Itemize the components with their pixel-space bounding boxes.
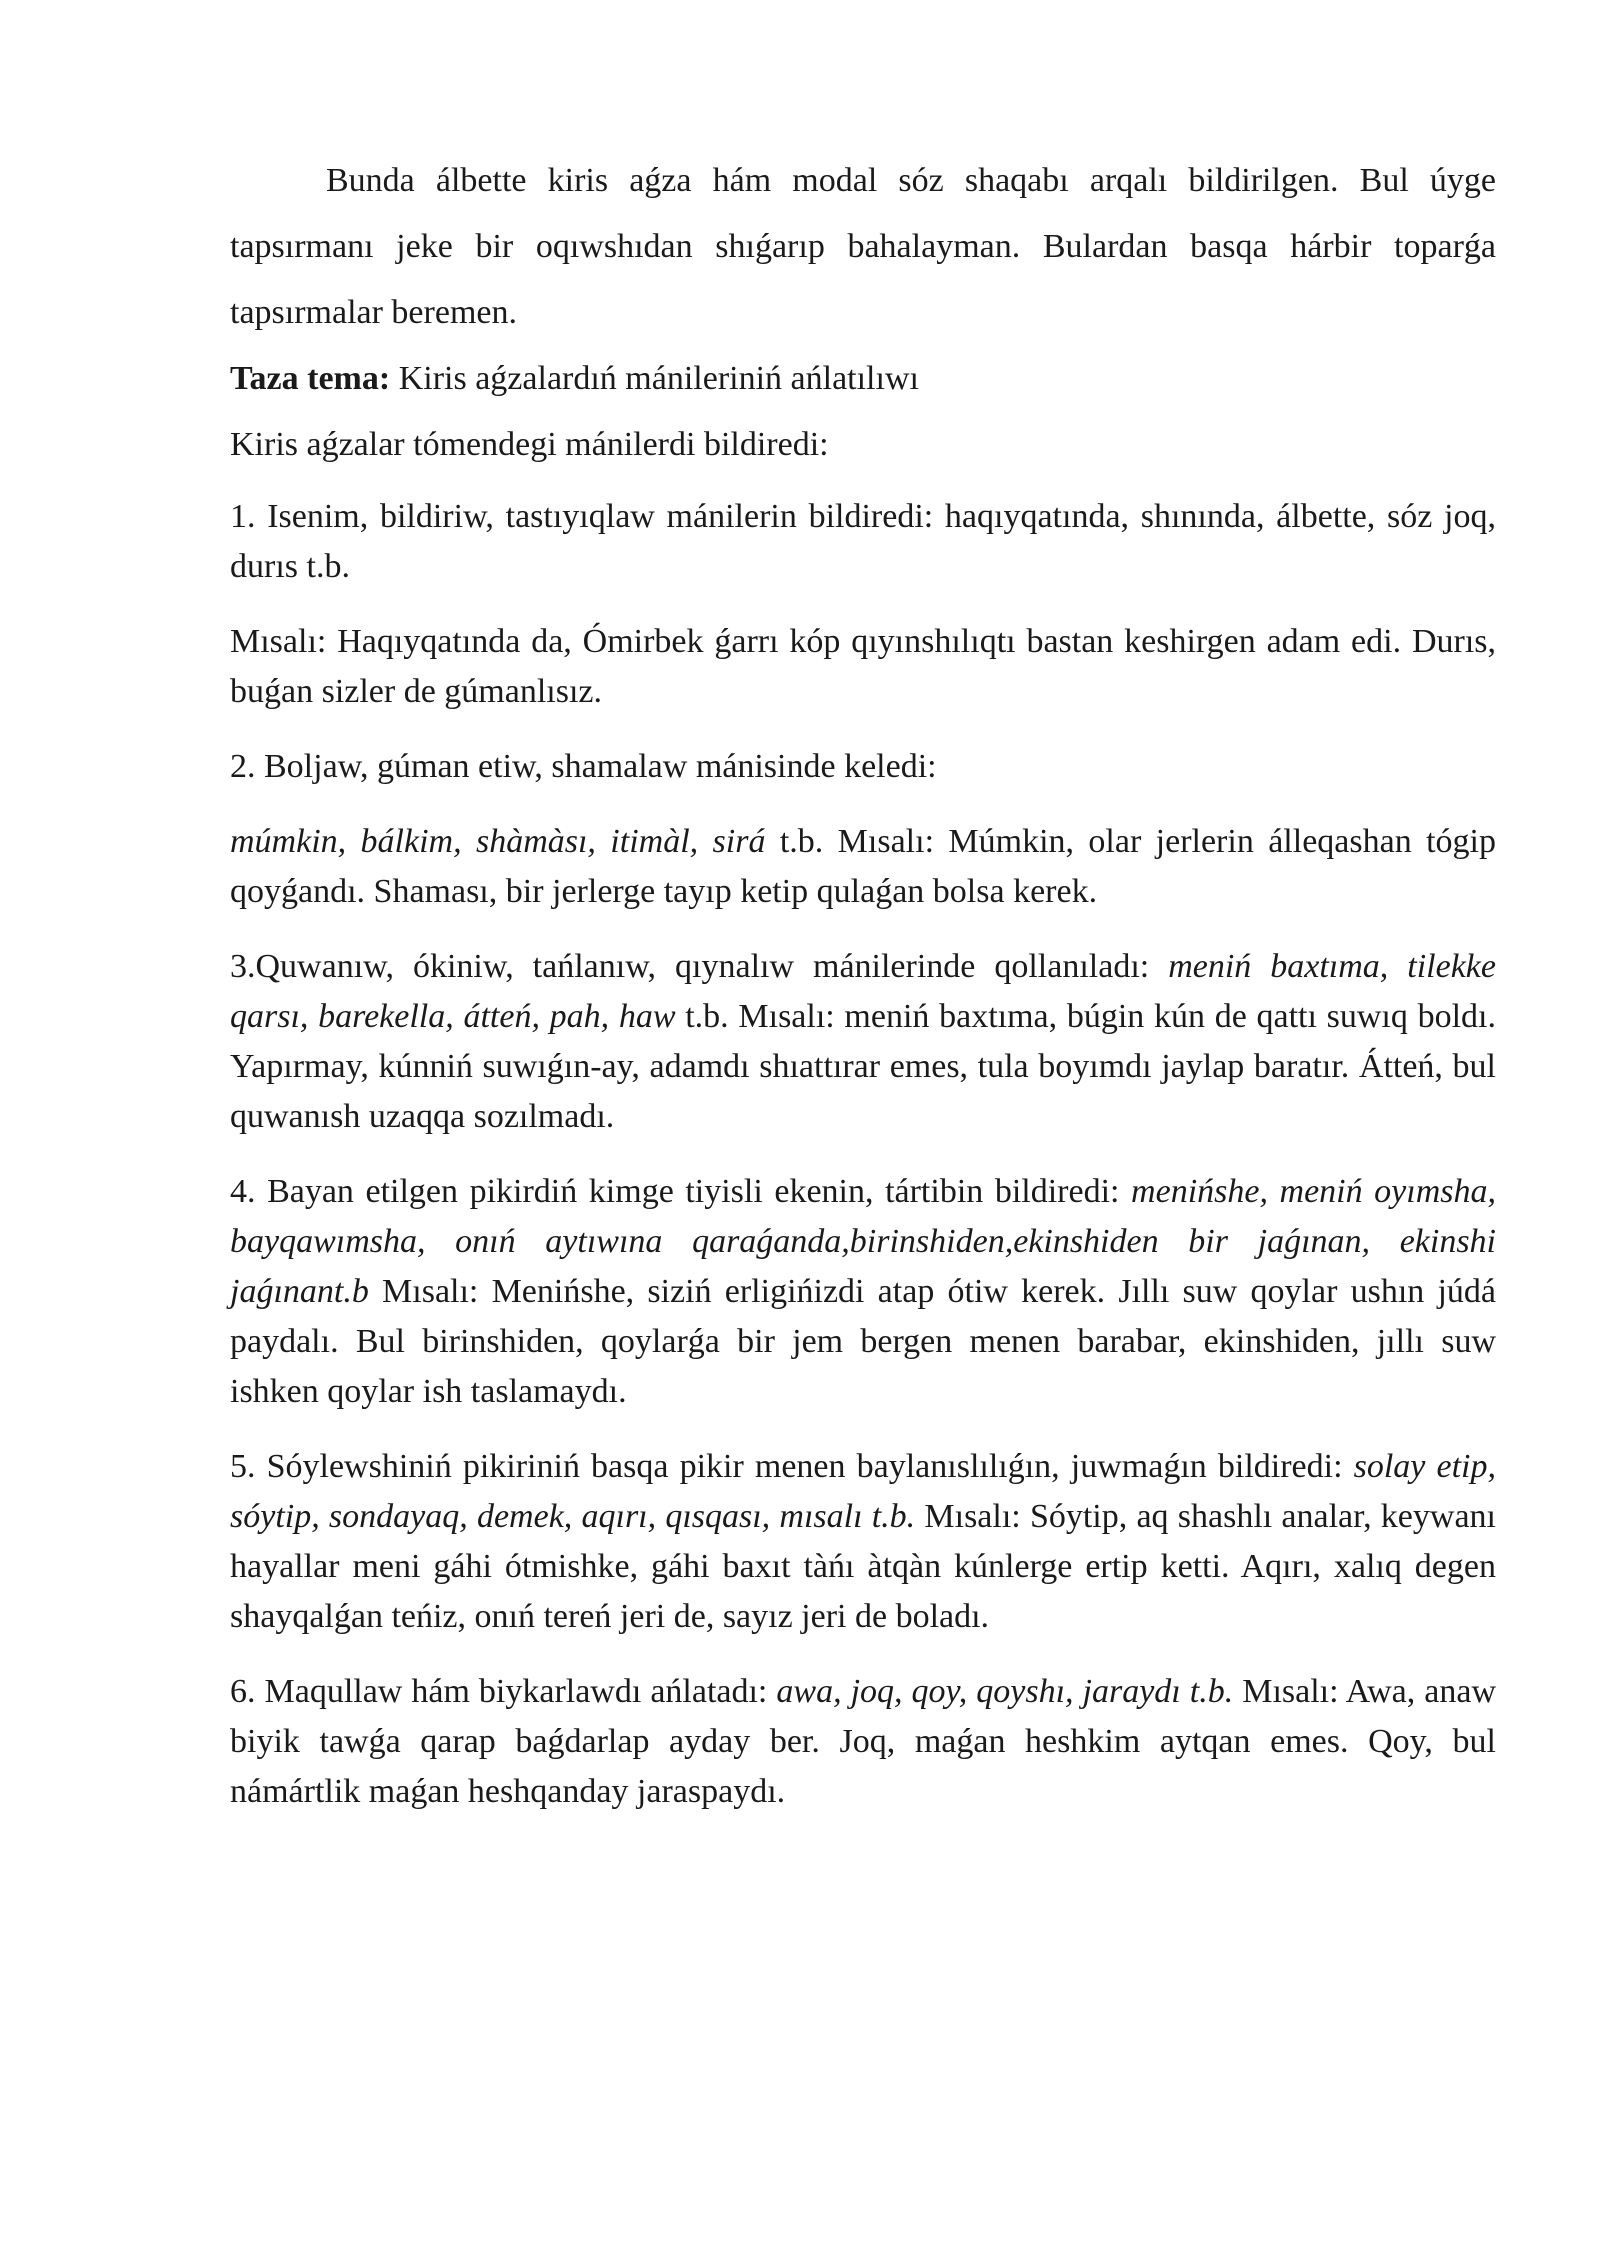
item-2-example-text: t.b. Mısalı: Múmkin, olar jerlerin álleqashan tógip qoyǵandı. Shaması, bir jerlerge tayıp ketip qulaǵan bolsa kerek.: [230, 823, 1496, 910]
item-2-example-words: múmkin, bálkim, shàmàsı, itimàl, sirá: [230, 823, 766, 860]
item-5-example-text: Mısalı: Sóytip, aq shashlı analar, keywanı hayallar meni gáhi ótmishke, gáhi baxıt tàńı àtqàn kúnlerge ertip ketti. Aqırı, xalıq degen shayqalǵan teńiz, onıń tereń jeri de, sayız jeri de boladı.: [230, 1498, 1496, 1635]
item-3-paragraph: [230, 942, 1496, 1142]
item-3-example-words: meniń baxtıma, tilekke qarsı, barekella, átteń, pah, haw: [230, 948, 1496, 1035]
document-page: [230, 148, 1496, 1817]
item-4-example-text: Mısalı: Menińshe, siziń erligińizdi atap ótiw kerek. Jıllı suw qoylar ushın júdá paydalı. Bul birinshiden, qoylarǵa bir jem bergen menen barabar, ekinshiden, jıllı suw ishken qoylar ish taslamaydı.: [230, 1273, 1496, 1410]
item-5-paragraph: [230, 1442, 1496, 1642]
item-4-intro: 4. Bayan etilgen pikirdiń kimge tiyisli ekenin, tártibin bildiredi:: [230, 1173, 1132, 1210]
lead-line: Kiris aǵzalar tómendegi mánilerdi bildiredi:: [230, 426, 829, 463]
item-6-example-words: awa, joq, qoy, qoyshı, jaraydı t.b.: [776, 1673, 1234, 1710]
item-1-example: Mısalı: Haqıyqatında da, Ómirbek ǵarrı kóp qıyınshılıqtı bastan keshirgen adam edi. Durıs, buǵan sizler de gúmanlısız.: [230, 623, 1496, 710]
intro-paragraph: Bunda álbette kiris aǵza hám modal sóz shaqabı arqalı bildirilgen. Bul úyge tapsırmanı jeke bir oqıwshıdan shıǵarıp bahalayman. Bulardan basqa hárbir toparǵa tapsırmalar beremen.: [230, 162, 1496, 331]
new-topic-label: Taza tema:: [230, 360, 391, 397]
item-4-example-words: menińshe, meniń oyımsha, bayqawımsha, onıń aytıwına qaraǵanda,birinshiden,ekinshiden bir jaǵınan, ekinshi jaǵınant.b: [230, 1173, 1497, 1310]
item-5-intro: 5. Sóylewshiniń pikiriniń basqa pikir menen baylanıslılıǵın, juwmaǵın bildiredi:: [230, 1448, 1354, 1485]
item-1-definition: 1. Isenim, bildiriw, tastıyıqlaw mánilerin bildiredi: haqıyqatında, shınında, álbette, sóz joq, durıs t.b.: [230, 498, 1496, 585]
item-6-example-text: Mısalı: Awa, anaw biyik tawǵa qarap baǵdarlap ayday ber. Joq, maǵan heshkim aytqan emes. Qoy, bul námártlik maǵan heshqanday jaraspaydı.: [230, 1673, 1496, 1810]
item-6-intro: 6. Maqullaw hám biykarlawdı ańlatadı:: [230, 1673, 777, 1710]
item-3-intro: 3.Quwanıw, ókiniw, tańlanıw, qıynalıw mánilerinde qollanıladı:: [230, 948, 1169, 985]
item-4-paragraph: [230, 1167, 1496, 1417]
new-topic-line: [230, 346, 1496, 412]
item-3-example-text: t.b. Mısalı: meniń baxtıma, búgin kún de qattı suwıq boldı. Yapırmay, kúnniń suwıǵın-ay, adamdı shıattırar emes, tula boyımdı jaylap baratır. Átteń, bul quwanısh uzaqqa sozılmadı.: [230, 998, 1496, 1135]
new-topic-text: Kiris aǵzalardıń mánileriniń ańlatılıwı: [390, 360, 919, 397]
item-5-example-words: solay etip, sóytip, sondayaq, demek, aqırı, qısqası, mısalı t.b.: [230, 1448, 1496, 1535]
item-2-example: [230, 817, 1496, 917]
item-2-definition: 2. Boljaw, gúman etiw, shamalaw mánisinde keledi:: [230, 748, 937, 785]
item-6-paragraph: [230, 1667, 1496, 1817]
